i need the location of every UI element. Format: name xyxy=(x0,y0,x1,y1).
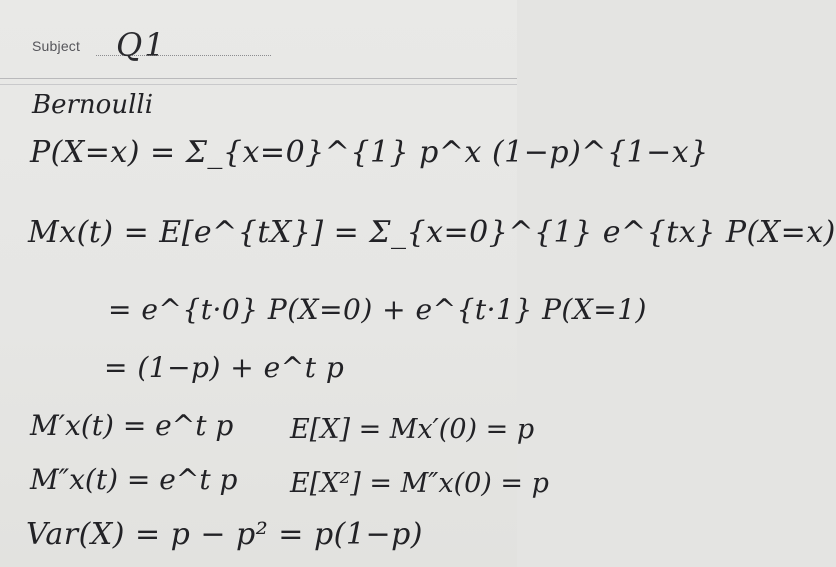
header-rule xyxy=(0,78,517,79)
pmf-equation: P(X=x) = Σ_{x=0}^{1} p^x (1−p)^{1−x} xyxy=(30,135,709,170)
second-moment-equation: E[X²] = M″x(0) = p xyxy=(290,468,549,499)
mgf-result: = (1−p) + e^t p xyxy=(104,351,345,384)
mean-equation: E[X] = Mx′(0) = p xyxy=(290,414,535,445)
variance-equation: Var(X) = p − p² = p(1−p) xyxy=(26,517,424,552)
question-number: Q1 xyxy=(116,26,167,64)
distribution-title: Bernoulli xyxy=(32,90,154,120)
first-derivative: M′x(t) = e^t p xyxy=(30,409,234,442)
subject-label: Subject xyxy=(32,38,81,54)
header-rule-secondary xyxy=(0,84,517,85)
mgf-definition: Mx(t) = E[e^{tX}] = Σ_{x=0}^{1} e^{tx} P(X=x) xyxy=(28,215,836,250)
second-derivative: M″x(t) = e^t p xyxy=(30,463,238,496)
mgf-expansion: = e^{t·0} P(X=0) + e^{t·1} P(X=1) xyxy=(108,293,647,326)
